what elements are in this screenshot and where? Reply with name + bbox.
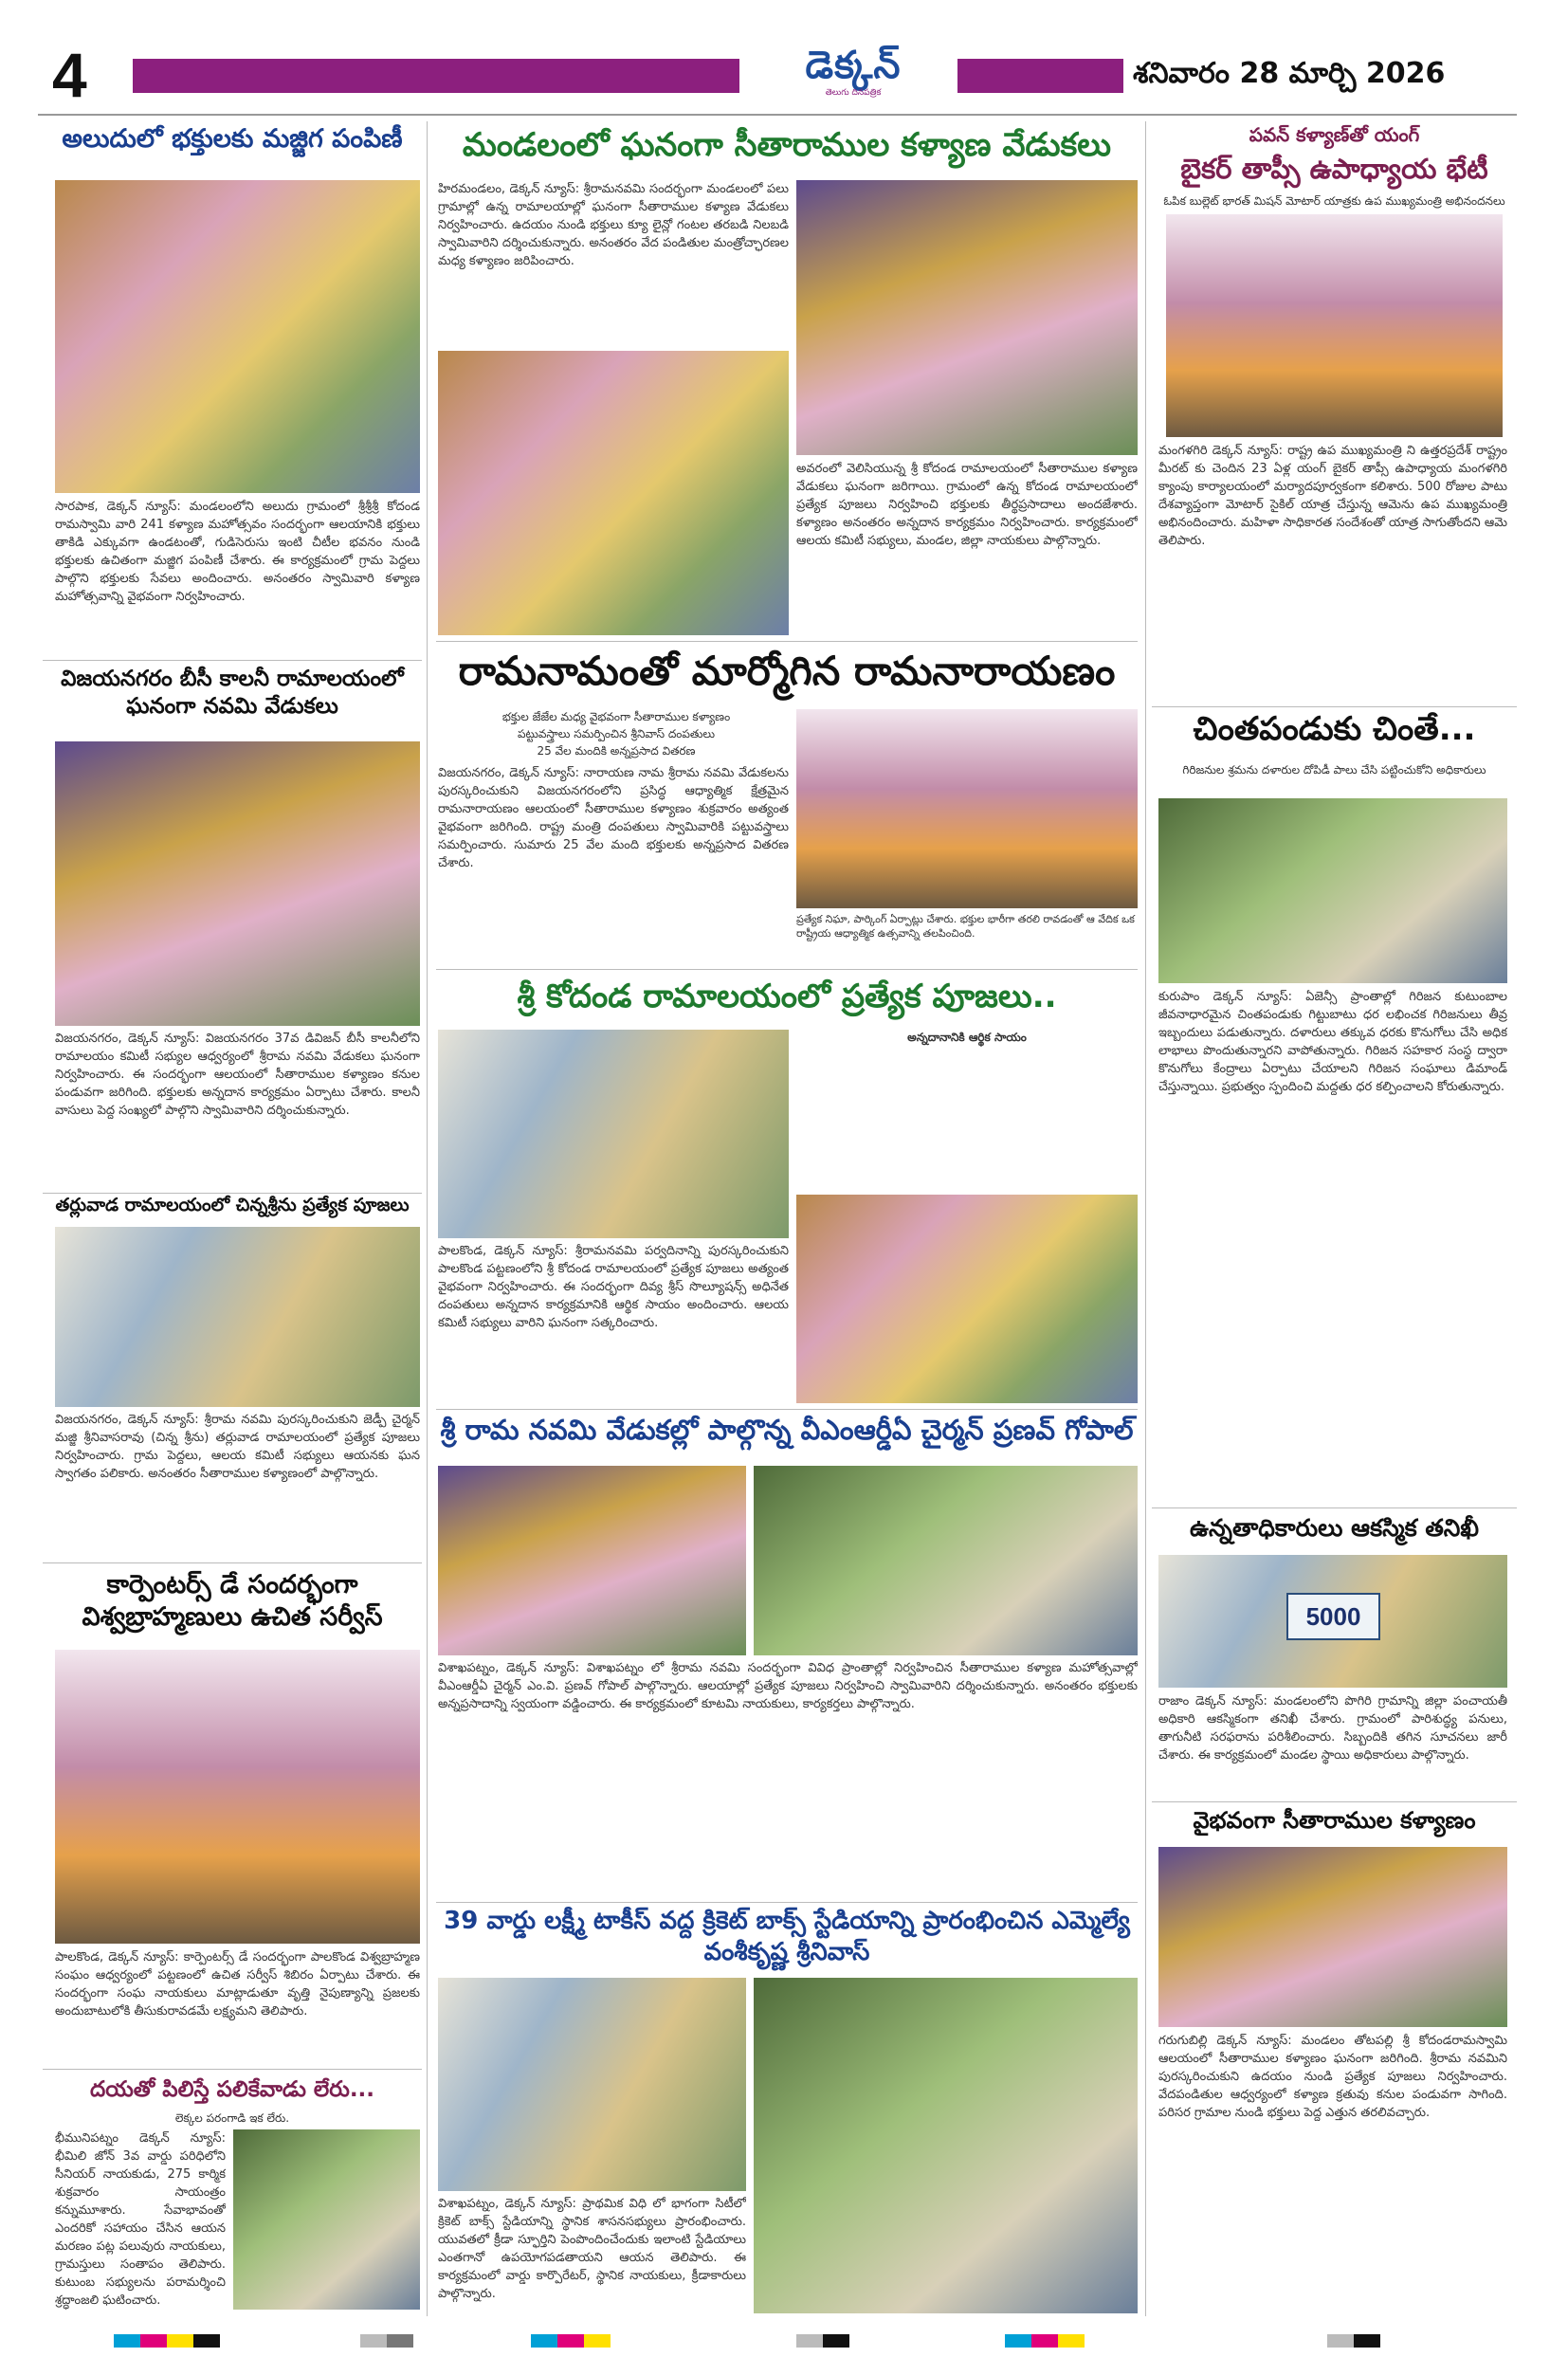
cmyk-swatch (387, 2334, 413, 2348)
cmyk-swatch (531, 2334, 557, 2348)
article-subhead: అన్నదానానికి ఆర్థిక సాయం (907, 1031, 1027, 1044)
newspaper-logo (758, 44, 948, 112)
article-body: విజయనగరం, డెక్కన్ న్యూస్: నారాయణ నామ శ్రీరామ నవమి వేడుకలను పురస్కరించుకుని విజయనగరంలోని ప్రసిద్ధ ఆధ్యాత్మిక క్షేత్రమైన రామనారాయణం ఆలయంలో సీతారాముల కళ్యాణం శుక్రవారం అత్యంత వైభవంగా జరిగింది. రాష్ట్ర మంత్రి దంపతులు స్వామివారికి పట్టువస్త్రాలు సమర్పించారు. సుమారు 25 వేల మంది భక్తులకు అన్నప్రసాద వితరణ చేశారు. (438, 766, 789, 870)
article-body: పాలకొండ, డెక్కన్ న్యూస్: శ్రీరామనవమి పర్వదినాన్ని పురస్కరించుకుని పాలకొండ పట్టణంలోని శ్రీ కోదండ రామాలయంలో ప్రత్యేక పూజలు అత్యంత వైభవంగా నిర్వహించారు. ఈ సందర్భంగా దివ్య శ్రీస్ సొల్యూషన్స్ అధినేత దంపతులు అన్నదాన కార్యక్రమానికి ఆర్థిక సాయం అందించారు. ఆలయ కమిటీ సభ్యులు వారిని ఘనంగా సత్కరించారు. (438, 1244, 789, 1330)
article-headline: చింతపండుకు చింతే... (1193, 710, 1476, 748)
article-headline: వైభవంగా సీతారాముల కళ్యాణం (1193, 1807, 1476, 1834)
article-headline: దయతో పిలిస్తే పలికేవాడు లేరు... (89, 2077, 375, 2102)
article-divider (43, 2069, 422, 2070)
article-divider (1152, 706, 1517, 707)
article-headline: రామనామంతో మార్మోగిన రామనారాయణం (458, 648, 1116, 694)
cmyk-swatch (584, 2334, 611, 2348)
article-body: విశాఖపట్నం, డెక్కన్ న్యూస్: విశాఖపట్నం లో శ్రీరామ నవమి సందర్భంగా వివిధ ప్రాంతాల్లో నిర్వహించిన సీతారాముల కళ్యాణ మహోత్సవాల్లో వీఎంఆర్డీఏ చైర్మన్ ఎం.వి. ప్రణవ్ గోపాల్ పాల్గొన్నారు. ఆలయాల్లో ప్రత్యేక పూజలు నిర్వహించి స్వామివారిని దర్శించుకున్నారు. అనంతరం భక్తులకు అన్నప్రసాదాన్ని స్వయంగా వడ్డించారు. ఈ కార్యక్రమంలో కూటమి నాయకులు, కార్యకర్తలు పాల్గొన్నారు. (438, 1661, 1138, 1711)
cmyk-swatch (1058, 2334, 1085, 2348)
article-photo (1166, 214, 1503, 437)
article-body: విజయనగరం, డెక్కన్ న్యూస్: శ్రీరామ నవమి పురస్కరించుకుని జెడ్పీ చైర్మన్ మజ్జి శ్రీనివాసరావు (చిన్న శ్రీను) తర్లువాడ రామాలయంలో ప్రత్యేక పూజలు నిర్వహించారు. గ్రామ పెద్దలు, ఆలయ కమిటీ సభ్యులు ఆయనకు ఘన స్వాగతం పలికారు. అనంతరం సీతారాముల కళ్యాణంలో పాల్గొన్నారు. (55, 1413, 420, 1481)
cmyk-swatch (1354, 2334, 1380, 2348)
article-body: గరుగుబిల్లి డెక్కన్ న్యూస్: మండలం తోటపల్లి శ్రీ కోదండరామస్వామి ఆలయంలో సీతారాముల కళ్యాణం ఘనంగా జరిగింది. శ్రీరామ నవమిని పురస్కరించుకుని ఉదయం నుండి ప్రత్యేక పూజలు నిర్వహించారు. వేదపండితుల ఆధ్వర్యంలో కళ్యాణ క్రతువు కనుల పండువగా సాగింది. పరిసర గ్రామాల నుండి భక్తులు పెద్ద ఎత్తున తరలివచ్చారు. (1158, 2034, 1507, 2120)
article-photo (55, 180, 420, 493)
column-rule (427, 121, 428, 2316)
article-photo (438, 351, 789, 635)
issue-date: శనివారం 28 మార్చి 2026 (1133, 57, 1446, 90)
article-photo (55, 741, 420, 1026)
page-number: 4 (52, 40, 87, 110)
cmyk-swatch (1031, 2334, 1058, 2348)
article-photo (754, 1466, 1138, 1655)
article-photo (1158, 1847, 1507, 2027)
article-divider (43, 1193, 422, 1194)
article-headline: ఉన్నతాధికారులు ఆకస్మిక తనిఖీ (1190, 1514, 1479, 1542)
cmyk-swatch (1005, 2334, 1031, 2348)
article-subhead: ఓపిక బుల్లెట్ భారత్ మిషన్ మోటార్ యాత్రకు ఉప ముఖ్యమంత్రి అభినందనలు (1163, 194, 1505, 208)
article-photo (1158, 798, 1507, 983)
print-registration-strip (0, 2325, 1568, 2357)
article-photo (796, 1195, 1138, 1403)
article-body: రాజాం డెక్కన్ న్యూస్: మండలంలోని పొగిరి గ్రామాన్ని జిల్లా పంచాయతీ అధికారి ఆకస్మికంగా తనిఖీ చేశారు. గ్రామంలో పారిశుద్ధ్య పనులు, తాగునీటి సరఫరాను పరిశీలించారు. సిబ్బందికి తగిన సూచనలు జారీ చేశారు. ఈ కార్యక్రమంలో మండల స్థాయి అధికారులు పాల్గొన్నారు. (1158, 1694, 1507, 1763)
cmyk-swatch (557, 2334, 584, 2348)
article-headline: బైకర్ తాప్సీ ఉపాధ్యాయ భేటీ (1180, 153, 1488, 185)
article-photo (438, 1466, 746, 1655)
masthead-bar-left (133, 59, 739, 93)
article-photo (796, 709, 1138, 908)
article-subhead: గిరిజనుల శ్రమను దళారుల దోపిడీ పాలు చేసి పట్టించుకోని అధికారులు (1182, 763, 1486, 777)
column-rule (1145, 121, 1146, 2316)
article-divider (43, 660, 422, 661)
logo-text: డెక్కన్ (805, 44, 902, 87)
cmyk-swatch (796, 2334, 823, 2348)
masthead-rule (38, 114, 1517, 116)
article-headline: శ్రీ కోదండ రామాలయంలో ప్రత్యేక పూజలు.. (517, 978, 1057, 1015)
road-sign: 5000 (1286, 1593, 1380, 1640)
article-divider (436, 641, 1138, 642)
article-photo (1158, 1555, 1507, 1688)
article-body: మంగళగిరి డెక్కన్ న్యూస్: రాష్ట్ర ఉప ముఖ్యమంత్రి ని ఉత్తరప్రదేశ్ రాష్ట్రం మీరట్ కు చెందిన 23 ఏళ్ల యంగ్ బైకర్ తాప్సీ ఉపాధ్యాయ మంగళగిరి క్యాంపు కార్యాలయంలో మర్యాదపూర్వకంగా కలిశారు. 500 రోజుల పాటు దేశవ్యాప్తంగా మోటార్ సైకిల్ యాత్ర చేస్తున్న ఆమెను ఉప ముఖ్యమంత్రి అభినందించారు. మహిళా సాధికారత సందేశంతో యాత్ర సాగుతోందని ఆమె తెలిపారు. (1158, 444, 1507, 548)
article-divider (1152, 1801, 1517, 1802)
article-subhead: భక్తుల జేజేల మధ్య వైభవంగా సీతారాముల కళ్యాణం (501, 710, 731, 723)
article-photo (438, 1030, 789, 1238)
article-divider (43, 1562, 422, 1563)
article-divider (436, 969, 1138, 970)
article-body: కురుపాం డెక్కన్ న్యూస్: ఏజెన్సీ ప్రాంతాల్లో గిరిజన కుటుంబాల జీవనాధారమైన చింతపండుకు గిట్టుబాటు ధర లభించక గిరిజనులు తీవ్ర ఇబ్బందులు పడుతున్నారు. దళారులు తక్కువ ధరకు కొనుగోలు చేసి అధిక లాభాలు పొందుతున్నారని వాపోతున్నారు. గిరిజన సహకార సంస్థ ద్వారా కొనుగోలు కేంద్రాలు ఏర్పాటు చేయాలని గిరిజన సంఘాలు డిమాండ్ చేస్తున్నాయి. ప్రభుత్వం స్పందించి మద్దతు ధర కల్పించాలని కోరుతున్నారు. (1158, 990, 1507, 1094)
cmyk-swatch (167, 2334, 193, 2348)
article-photo (55, 1650, 420, 1944)
article-headline: కార్పెంటర్స్ డే సందర్భంగా విశ్వబ్రాహ్మణులు ఉచిత సర్వీస్ (82, 1570, 383, 1632)
article-body: అవరంలో వెలిసియున్న శ్రీ కోదండ రామాలయంలో సీతారాముల కళ్యాణ వేడుకలు ఘనంగా జరిగాయి. గ్రామంలో ఉన్న కోదండ రామాలయంలో ప్రత్యేక పూజలు నిర్వహించి భక్తులకు తీర్థప్రసాదాలు అందజేశారు. కళ్యాణం అనంతరం అన్నదాన కార్యక్రమం నిర్వహించారు. కార్యక్రమంలో ఆలయ కమిటీ సభ్యులు, మండల, జిల్లా నాయకులు పాల్గొన్నారు. (796, 462, 1138, 548)
cmyk-swatch (140, 2334, 167, 2348)
portrait-photo (233, 2129, 420, 2310)
article-photo (796, 180, 1138, 455)
article-photo (438, 1978, 746, 2191)
cmyk-swatch (823, 2334, 849, 2348)
article-body: పాలకొండ, డెక్కన్ న్యూస్: కార్పెంటర్స్ డే సందర్భంగా పాలకొండ విశ్వబ్రాహ్మణ సంఘం ఆధ్వర్యంలో పట్టణంలో ఉచిత సర్వీస్ శిబిరం ఏర్పాటు చేశారు. ఈ సందర్భంగా సంఘ నాయకులు మాట్లాడుతూ వృత్తి నైపుణ్యాన్ని ప్రజలకు అందుబాటులోకి తీసుకురావడమే లక్ష్యమని తెలిపారు. (55, 1950, 420, 2019)
article-body: విజయనగరం, డెక్కన్ న్యూస్: విజయనగరం 37వ డివిజన్ బీసీ కాలనీలోని రామాలయం కమిటీ సభ్యుల ఆధ్వర్యంలో శ్రీరామ నవమి వేడుకలు ఘనంగా నిర్వహించారు. ఈ సందర్భంగా ఆలయంలో సీతారాముల కళ్యాణం కనుల పండువగా జరిగింది. భక్తులకు అన్నదాన కార్యక్రమం ఏర్పాటు చేశారు. కాలనీ వాసులు పెద్ద సంఖ్యలో పాల్గొని స్వామివారిని దర్శించుకున్నారు. (55, 1032, 420, 1118)
article-body: విశాఖపట్నం, డెక్కన్ న్యూస్: ప్రాథమిక విధి లో భాగంగా సిటీలో క్రికెట్ బాక్స్ స్టేడియాన్ని స్థానిక శాసనసభ్యులు ప్రారంభించారు. యువతలో క్రీడా స్ఫూర్తిని పెంపొందించేందుకు ఇలాంటి స్టేడియాలు ఎంతగానో ఉపయోగపడతాయని ఆయన తెలిపారు. ఈ కార్యక్రమంలో వార్డు కార్పొరేటర్, స్థానిక నాయకులు, క్రీడాకారులు పాల్గొన్నారు. (438, 2197, 746, 2301)
article-kicker: పవన్ కళ్యాణ్‌తో యంగ్ (1249, 123, 1420, 146)
article-subhead: 25 వేల మందికి అన్నప్రసాద వితరణ (537, 744, 696, 758)
article-divider (436, 1902, 1138, 1903)
article-headline: తర్లువాడ రామాలయంలో చిన్నశ్రీను ప్రత్యేక పూజలు (55, 1195, 410, 1215)
article-photo (754, 1978, 1138, 2313)
article-headline: మండలంలో ఘనంగా సీతారాముల కళ్యాణ వేడుకలు (462, 126, 1112, 164)
photo-caption: ప్రత్యేక నిఘా, పార్కింగ్ ఏర్పాట్లు చేశారు. భక్తుల భారీగా తరలి రావడంతో ఆ వేదిక ఒక రాష్ట్రీయ ఆధ్యాత్మిక ఉత్సవాన్ని తలపించింది. (796, 913, 1135, 940)
article-body: సారపాక, డెక్కన్ న్యూస్: మండలంలోని అలుదు గ్రామంలో శ్రీశ్రీశ్రీ కోదండ రామస్వామి వారి 241 కళ్యాణ మహోత్సవం సందర్భంగా ఆలయానికి భక్తులు తాకిడి ఎక్కువగా ఉండటంతో, గుడిసెరుసు ఇంటి చీటీల భవనం నుండి భక్తులకు ఉచితంగా మజ్జిగ పంపిణీ చేశారు. ఈ కార్యక్రమంలో గ్రామ పెద్దలు పాల్గొని భక్తులకు సేవలు అందించారు. అనంతరం స్వామివారి కళ్యాణ మహోత్సవాన్ని వైభవంగా నిర్వహించారు. (55, 500, 420, 604)
article-body: భీమునిపట్నం డెక్కన్ న్యూస్: భీమిలి జోన్ 3వ వార్డు పరిధిలోని సీనియర్ నాయకుడు, 275 కార్మిక శుక్రవారం సాయంత్రం కన్నుమూశారు. సేవాభావంతో ఎందరికో సహాయం చేసిన ఆయన మరణం పట్ల పలువురు నాయకులు, గ్రామస్తులు సంతాపం తెలిపారు. కుటుంబ సభ్యులను పరామర్శించి శ్రద్ధాంజలి ఘటించారు. (55, 2131, 226, 2308)
logo-tagline: తెలుగు దినపత్రిక (825, 88, 882, 98)
article-body: హిరమండలం, డెక్కన్ న్యూస్: శ్రీరామనవమి సందర్భంగా మండలంలో పలు గ్రామాల్లో ఉన్న రామాలయాల్లో ఘనంగా సీతారాముల కళ్యాణ వేడుకలు నిర్వహించారు. ఉదయం నుండి భక్తులు క్యూ లైన్లో గంటల తరబడి నిలబడి స్వామివారిని దర్శించుకున్నారు. అనంతరం వేద పండితుల మంత్రోచ్ఛారణల మధ్య కళ్యాణం జరిపించారు. (438, 182, 789, 268)
article-headline: శ్రీ రామ నవమి వేడుకల్లో పాల్గొన్న వీఎంఆర్డీఏ చైర్మన్ ప్రణవ్ గోపాల్ (440, 1414, 1134, 1446)
article-headline: విజయనగరం బీసీ కాలనీ రామాలయంలో ఘనంగా నవమి వేడుకలు (61, 667, 404, 719)
article-photo (55, 1227, 420, 1407)
cmyk-swatch (114, 2334, 140, 2348)
cmyk-swatch (1327, 2334, 1354, 2348)
article-divider (436, 1409, 1138, 1410)
cmyk-swatch (360, 2334, 387, 2348)
cmyk-swatch (193, 2334, 220, 2348)
article-headline: 39 వార్డు లక్ష్మీ టాకీస్ వద్ద క్రికెట్ బాక్స్ స్టేడియాన్ని ప్రారంభించిన ఎమ్మెల్యే వంశీకృష్ణ శ్రీనివాస్ (444, 1907, 1130, 1966)
article-headline: అలుదులో భక్తులకు మజ్జిగ పంపిణీ (62, 124, 403, 154)
article-subhead: పట్టువస్త్రాలు సమర్పించిన శ్రీనివాస్ దంపతులు (517, 727, 716, 740)
article-subhead: లెక్కల పరంగాడి ఇక లేరు. (174, 2111, 290, 2125)
article-divider (1152, 1507, 1517, 1508)
masthead-bar-right (957, 59, 1123, 93)
